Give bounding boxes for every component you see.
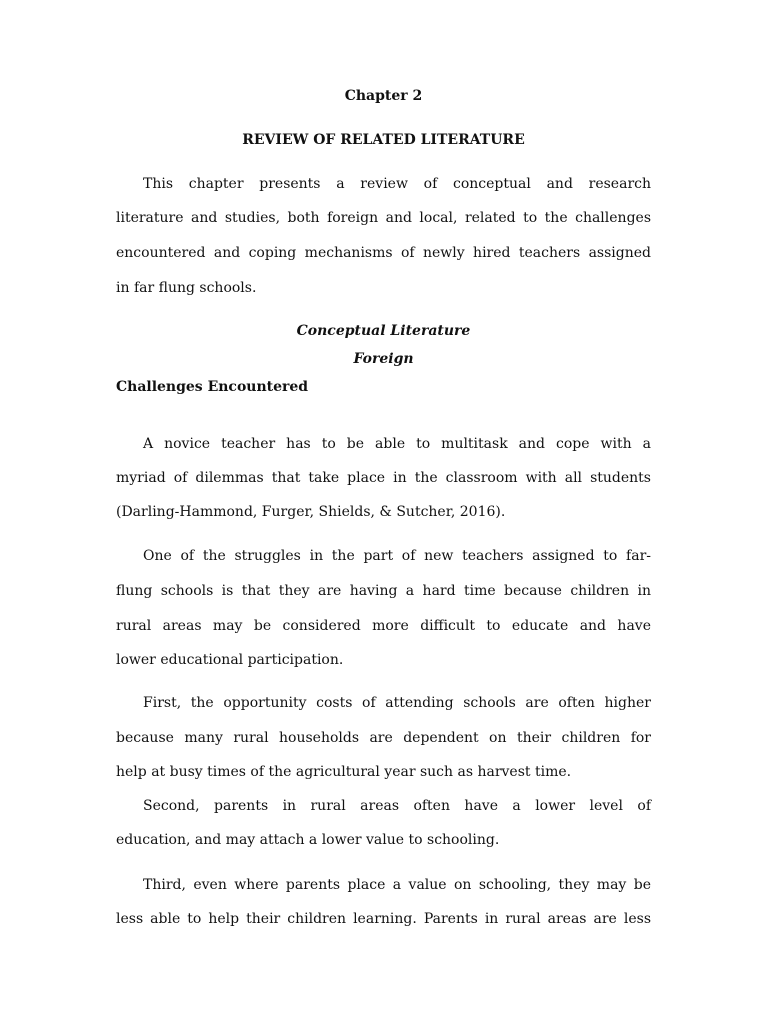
topic-heading: Challenges Encountered xyxy=(116,379,309,395)
paragraph-line: rural areas may be considered more difficult to educate and have xyxy=(116,618,651,634)
paragraph-line: This chapter presents a review of conceptual and research xyxy=(143,176,651,192)
paragraph-line: encountered and coping mechanisms of newly hired teachers assigned xyxy=(116,245,651,261)
paragraph-line: less able to help their children learning. Parents in rural areas are less xyxy=(116,911,651,927)
paragraph-line: myriad of dilemmas that take place in the classroom with all students xyxy=(116,470,651,486)
paragraph-line: lower educational participation. xyxy=(116,652,344,668)
chapter-label: Chapter 2 xyxy=(344,88,423,104)
paragraph-line: literature and studies, both foreign and local, related to the challenges xyxy=(116,210,651,226)
paragraph-line: flung schools is that they are having a hard time because children in xyxy=(116,583,651,599)
paragraph-line: education, and may attach a lower value to schooling. xyxy=(116,832,500,848)
paragraph-line: First, the opportunity costs of attending schools are often higher xyxy=(143,695,651,711)
paragraph-line: because many rural households are dependent on their children for xyxy=(116,730,651,746)
chapter-title: REVIEW OF RELATED LITERATURE xyxy=(242,132,525,148)
paragraph-line: in far flung schools. xyxy=(116,280,257,296)
paragraph-line: Second, parents in rural areas often have a lower level of xyxy=(143,798,651,814)
paragraph-line: Third, even where parents place a value on schooling, they may be xyxy=(143,877,651,893)
paragraph-line: help at busy times of the agricultural year such as harvest time. xyxy=(116,764,572,780)
subsection-heading: Foreign xyxy=(353,351,414,367)
paragraph-line: A novice teacher has to be able to multitask and cope with a xyxy=(143,436,651,452)
paragraph-line: (Darling-Hammond, Furger, Shields, & Sutcher, 2016). xyxy=(116,504,506,520)
paragraph-line: One of the struggles in the part of new teachers assigned to far- xyxy=(143,548,651,564)
section-heading: Conceptual Literature xyxy=(296,323,471,339)
